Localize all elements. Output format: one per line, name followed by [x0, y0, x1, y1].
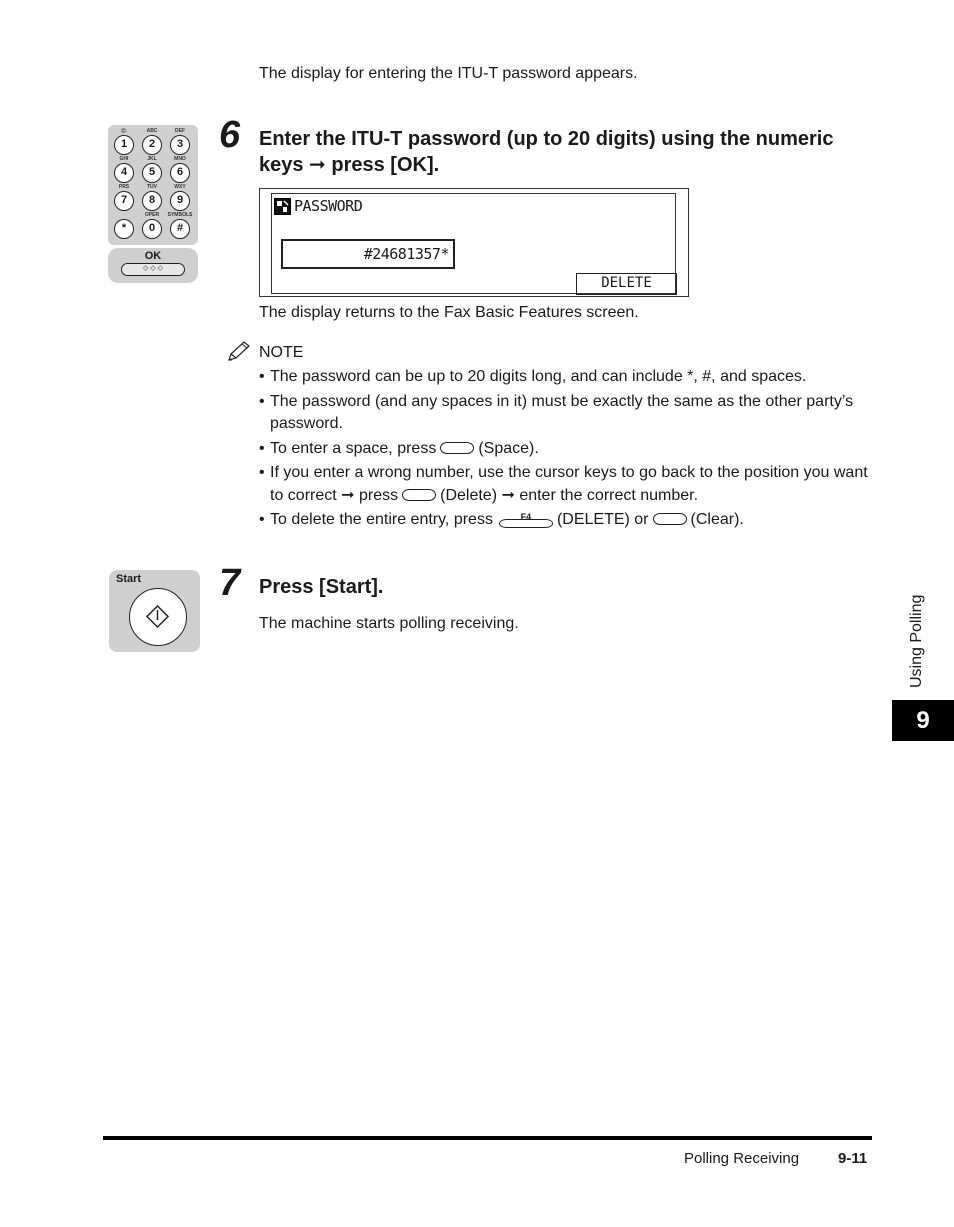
password-key-icon	[274, 198, 291, 215]
step-7-title: Press [Start].	[259, 576, 384, 598]
lcd-title: PASSWORD	[294, 197, 363, 215]
keypad-key: 7	[114, 191, 134, 211]
keypad-key-sublabel: WXY	[174, 184, 186, 190]
pencil-note-icon	[226, 340, 252, 364]
keypad-key: *	[114, 219, 134, 239]
step-6-title: Enter the ITU-T password (up to 20 digits) using the numeric keys ➞ press [OK].	[259, 128, 834, 176]
note-list	[259, 366, 874, 534]
note-item-4-text-pre: If you enter a wrong number, use the cursor keys to go back to the position you want to correct ➞ press	[270, 464, 868, 504]
note-item-5-text-post: (Clear).	[690, 511, 744, 528]
keypad-key: 9	[170, 191, 190, 211]
keypad-key-sublabel: ABC	[146, 128, 158, 134]
keypad-key: #	[170, 219, 190, 239]
keypad-key-sublabel: JKL	[147, 156, 157, 162]
password-value: #24681357*	[363, 245, 449, 263]
note-item-5	[259, 509, 874, 532]
footer-rule	[103, 1136, 872, 1140]
keypad-key: 3	[170, 135, 190, 155]
ok-key-illustration	[108, 248, 198, 283]
footer-section-name: Polling Receiving	[684, 1150, 800, 1167]
section-side-title: Using Polling	[908, 594, 925, 688]
password-input-field[interactable]	[281, 239, 455, 269]
note-item-1	[259, 366, 874, 389]
keypad-key-sublabel: OPER	[144, 212, 160, 218]
keypad-key-sublabel: SYMBOLS	[167, 212, 193, 218]
note-item-4	[259, 462, 874, 507]
keypad-key: 2	[142, 135, 162, 155]
delete-key-icon	[402, 489, 436, 501]
keypad-key-sublabel: MNO	[174, 156, 186, 162]
start-button-icon	[129, 588, 187, 646]
keypad-key: 4	[114, 163, 134, 183]
step-6-after-text: The display returns to the Fax Basic Features screen.	[259, 304, 639, 321]
note-item-3-text-post: (Space).	[478, 439, 539, 457]
chapter-tab: 9	[892, 700, 954, 741]
keypad-key: 1	[114, 135, 134, 155]
note-item-5-text-pre: To delete the entire entry, press	[270, 511, 493, 528]
note-item-1-text: The password can be up to 20 digits long, and can include *, #, and spaces.	[270, 368, 807, 385]
keypad-key: 0	[142, 219, 162, 239]
keypad-key-sublabel: PRS	[118, 184, 130, 190]
lcd-delete-label: DELETE	[601, 275, 652, 291]
keypad-key-sublabel: TUV	[147, 184, 157, 190]
keypad-key: 6	[170, 163, 190, 183]
intro-text: The display for entering the ITU-T password appears.	[259, 65, 638, 82]
ok-key-icon: ◇ ◇ ◇	[121, 263, 185, 276]
lcd-display	[259, 188, 689, 297]
step-7-number: 7	[219, 562, 241, 604]
note-item-3-text-pre: To enter a space, press	[270, 439, 437, 457]
keypad-key-sublabel: @.	[120, 128, 128, 134]
numeric-keypad-illustration	[108, 125, 198, 245]
keypad-key-sublabel: GHI	[119, 156, 129, 162]
note-item-2	[259, 391, 874, 436]
ok-key-label: OK	[144, 250, 162, 262]
f4-key-label: F4	[520, 512, 532, 522]
note-item-5-text-mid: (DELETE) or	[556, 511, 649, 528]
step-6-number: 6	[219, 114, 241, 156]
clear-key-icon	[653, 513, 687, 525]
keypad-key: 5	[142, 163, 162, 183]
footer-page-number: 9-11	[838, 1150, 868, 1167]
note-item-4-text-post: (Delete) ➞ enter the correct number.	[440, 486, 699, 504]
keypad-key: 8	[142, 191, 162, 211]
step-7-body: The machine starts polling receiving.	[259, 615, 519, 632]
note-heading: NOTE	[259, 344, 304, 361]
start-key-illustration	[109, 570, 200, 652]
keypad-key-sublabel: DEF	[175, 128, 185, 134]
lcd-screen	[271, 193, 676, 294]
note-item-2-text: The password (and any spaces in it) must be exactly the same as the other party’s password.	[270, 392, 854, 432]
space-key-icon	[440, 442, 474, 454]
start-key-label: Start	[116, 573, 142, 585]
note-item-3	[259, 438, 874, 461]
lcd-delete-button[interactable]	[576, 273, 677, 295]
f4-key-icon	[499, 510, 553, 530]
